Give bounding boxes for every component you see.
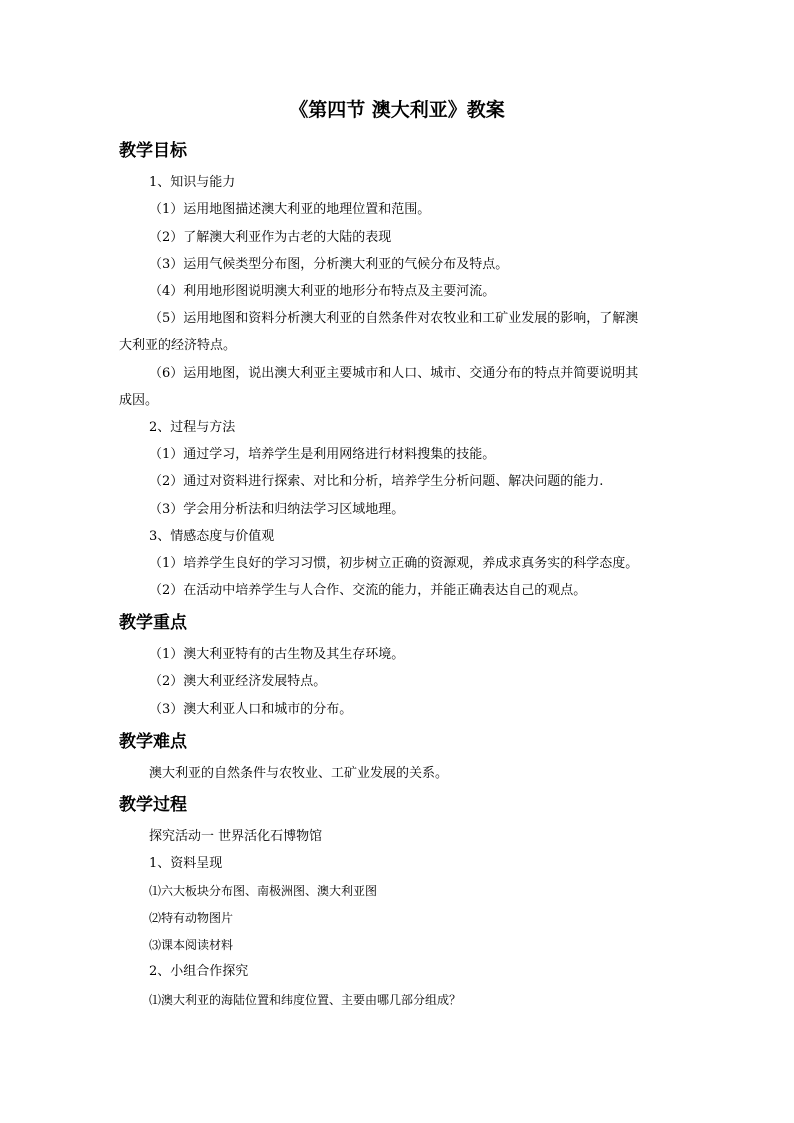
heading-difficulties: 教学难点 — [119, 732, 187, 752]
process-line: ⑴六大板块分布图、南极洲图、澳大利亚图 — [149, 884, 378, 898]
key-point-line: （2）澳大利亚经济发展特点。 — [149, 674, 327, 689]
goals-line: （3）学会用分析法和归纳法学习区域地理。 — [149, 502, 405, 517]
process-line: 2、小组合作探究 — [149, 964, 249, 979]
goals-line: （1）运用地图描述澳大利亚的地理位置和范围。 — [149, 202, 431, 217]
goals-line: （2）在活动中培养学生与人合作、交流的能力，并能正确表达自己的观点。 — [149, 583, 587, 598]
goals-line: 3、情感态度与价值观 — [149, 529, 275, 544]
goals-line: （4）利用地形图说明澳大利亚的地形分布特点及主要河流。 — [149, 284, 496, 299]
goals-line: （1）培养学生良好的学习习惯，初步树立正确的资源观，养成求真务实的科学态度。 — [149, 556, 639, 571]
goals-line: 成因。 — [119, 393, 159, 408]
goals-line: （3）运用气候类型分布图，分析澳大利亚的气候分布及特点。 — [149, 257, 509, 272]
goals-line: 大利亚的经济特点。 — [119, 338, 237, 353]
goals-line: 2、过程与方法 — [149, 420, 236, 435]
process-line: ⑵特有动物图片 — [149, 911, 234, 925]
goals-line: （6）运用地图，说出澳大利亚主要城市和人口、城市、交通分布的特点并简要说明其 — [149, 366, 639, 381]
process-line: ⑴澳大利亚的海陆位置和纬度位置、主要由哪几部分组成？ — [149, 993, 462, 1007]
goals-line: （1）通过学习，培养学生是利用网络进行材料搜集的技能。 — [149, 447, 496, 462]
key-point-line: （1）澳大利亚特有的古生物及其生存环境。 — [149, 647, 405, 662]
goals-line: （2）了解澳大利亚作为古老的大陆的表现 — [149, 230, 392, 245]
process-line: 1、资料呈现 — [149, 856, 223, 871]
process-line: ⑶课本阅读材料 — [149, 938, 234, 952]
difficulty-line: 澳大利亚的自然条件与农牧业、工矿业发展的关系。 — [149, 766, 449, 781]
process-line: 探究活动一 世界活化石博物馆 — [149, 829, 323, 844]
goals-line: （2）通过对资料进行探索、对比和分析，培养学生分析问题、解决问题的能力. — [149, 474, 604, 489]
document-title: 《第四节 澳大利亚》教案 — [289, 99, 505, 121]
goals-line: 1、知识与能力 — [149, 175, 236, 190]
key-point-line: （3）澳大利亚人口和城市的分布。 — [149, 702, 353, 717]
goals-line: （5）运用地图和资料分析澳大利亚的自然条件对农牧业和工矿业发展的影响，了解澳 — [149, 311, 639, 326]
heading-teaching-goals: 教学目标 — [119, 141, 187, 161]
heading-key-points: 教学重点 — [119, 613, 187, 633]
heading-process: 教学过程 — [119, 795, 187, 815]
